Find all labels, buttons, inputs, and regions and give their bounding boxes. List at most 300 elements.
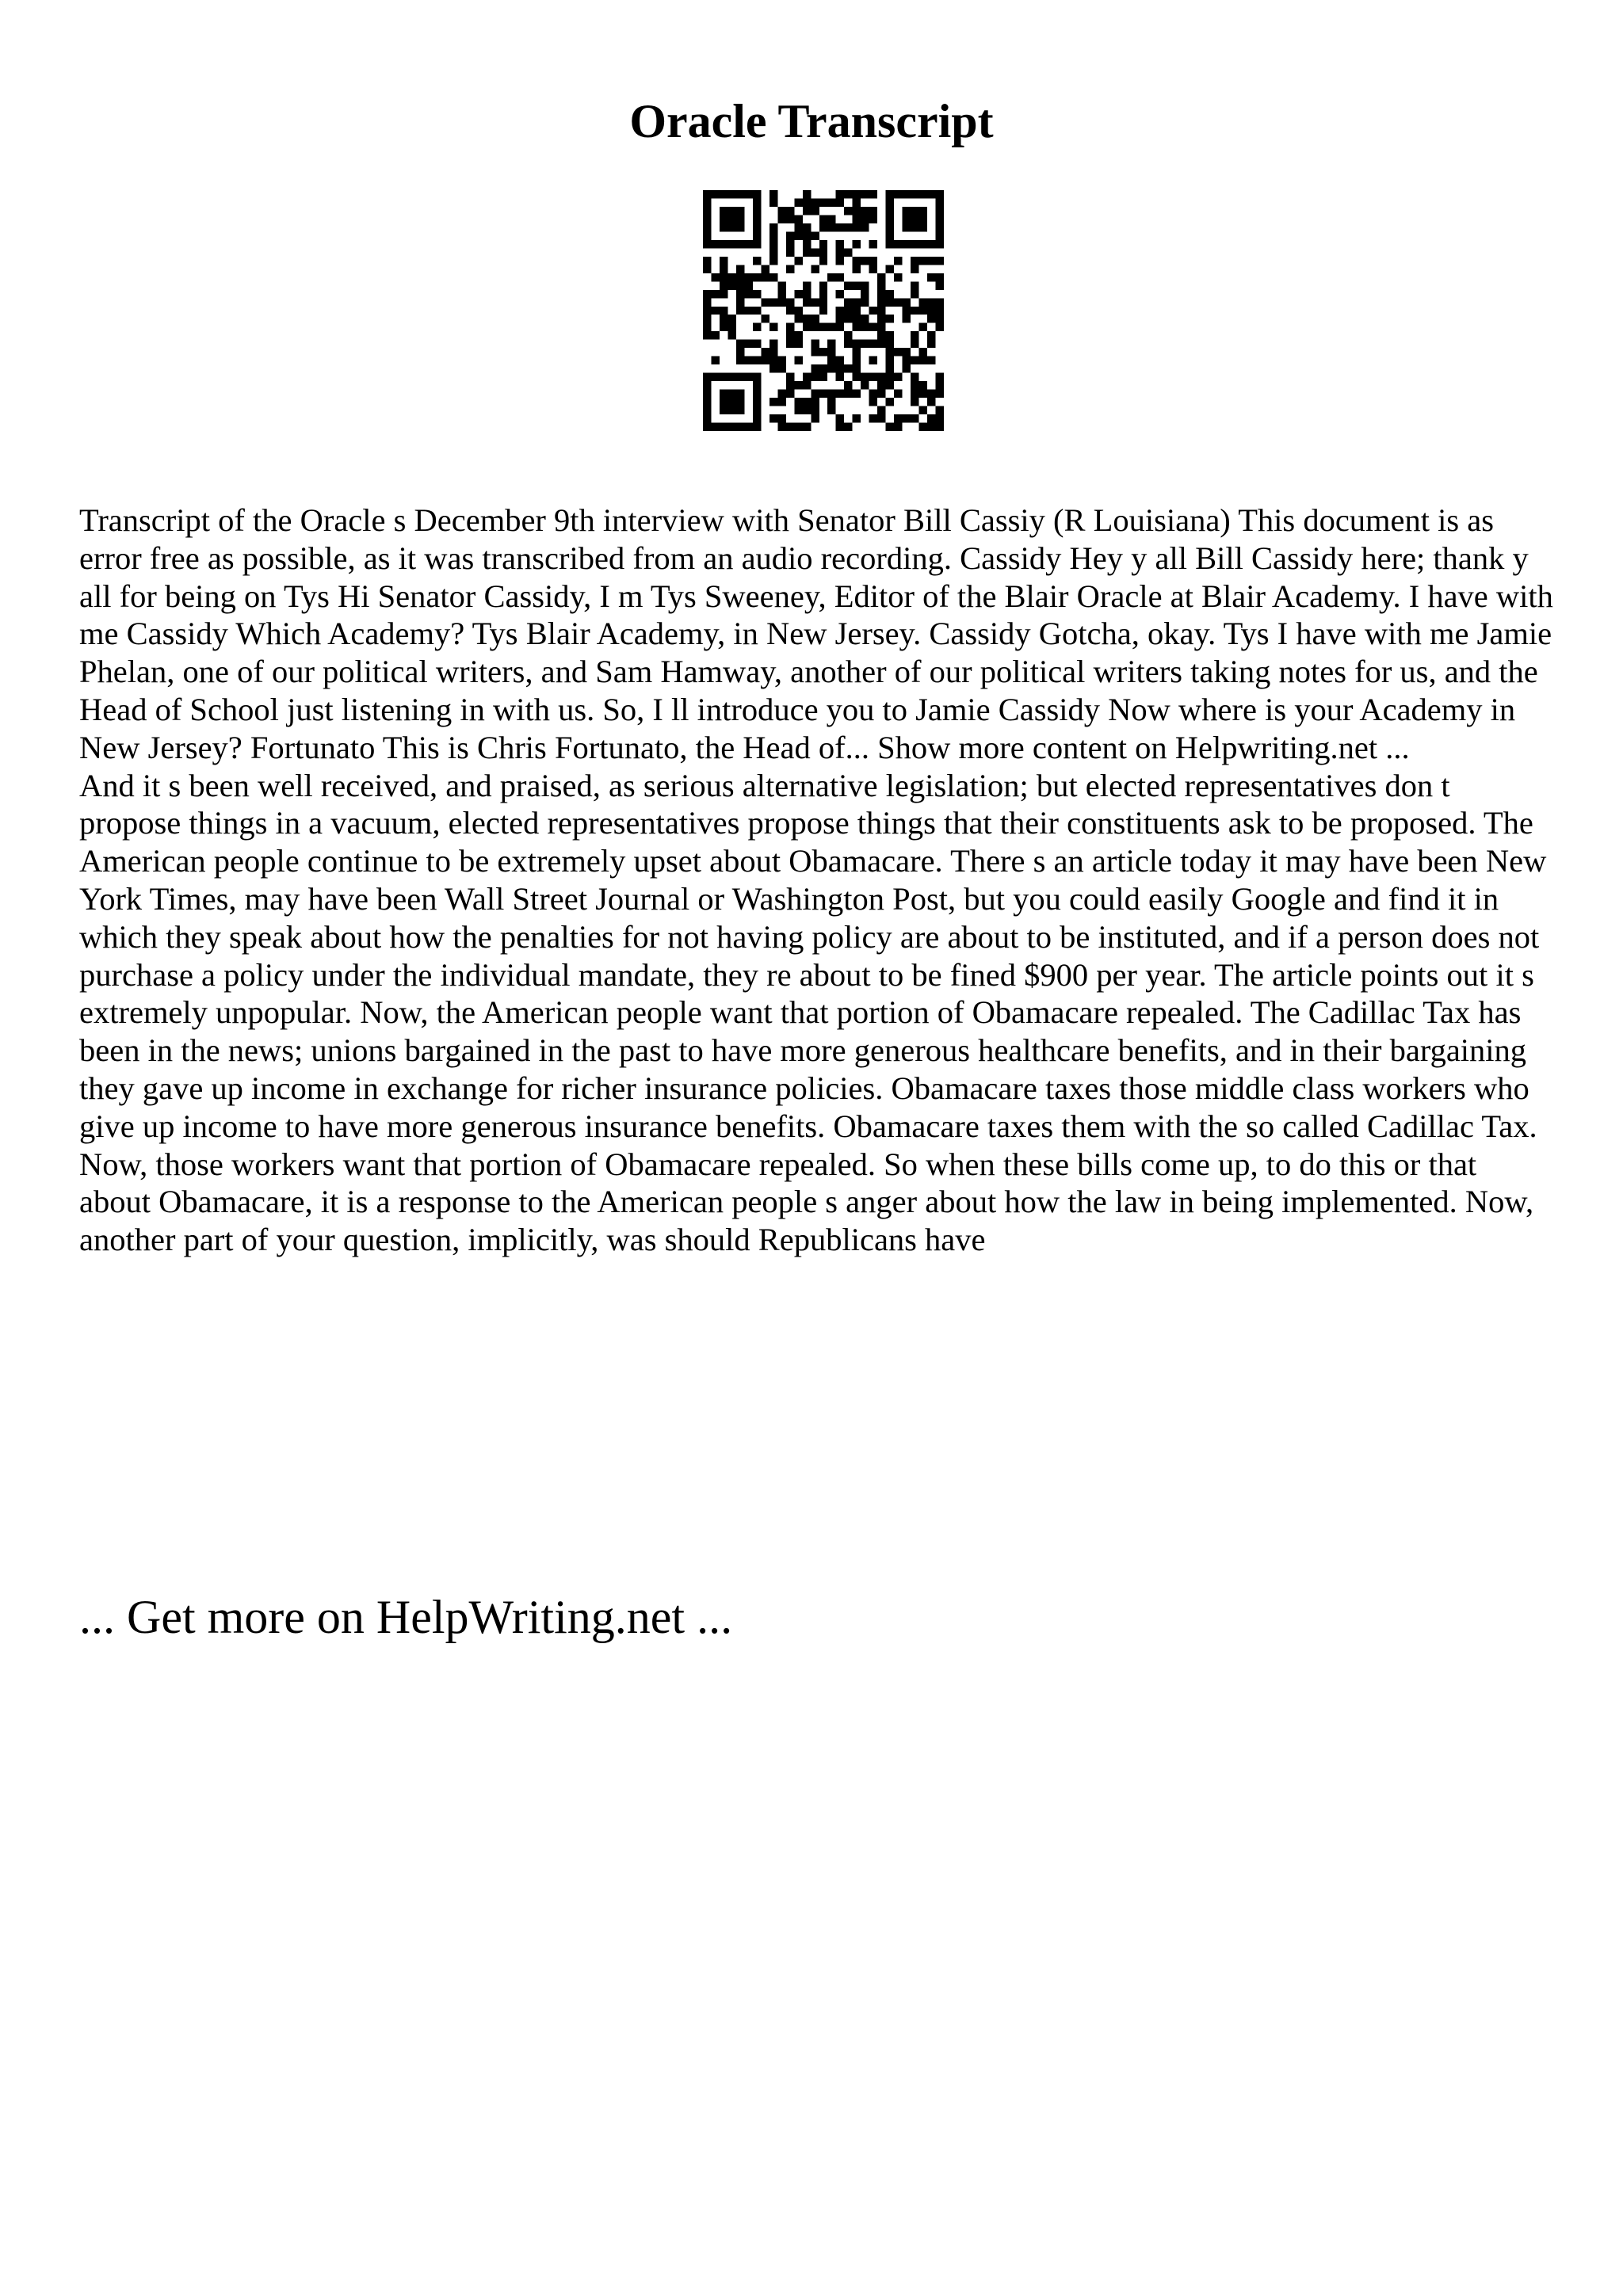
- qr-module: [703, 423, 711, 431]
- qr-module: [769, 257, 777, 265]
- qr-module: [720, 265, 727, 273]
- qr-module: [869, 190, 877, 198]
- qr-module: [927, 414, 935, 422]
- qr-module: [853, 257, 861, 265]
- qr-module: [886, 190, 894, 198]
- qr-module: [919, 348, 927, 356]
- qr-module: [919, 357, 927, 364]
- qr-module: [794, 231, 802, 239]
- qr-module: [853, 240, 861, 248]
- qr-module: [927, 390, 935, 398]
- qr-module: [811, 265, 819, 273]
- qr-module: [794, 406, 802, 414]
- qr-module: [753, 290, 761, 298]
- qr-module: [836, 223, 844, 231]
- qr-module: [786, 340, 794, 348]
- qr-module: [803, 281, 811, 289]
- qr-module: [836, 357, 844, 364]
- qr-module: [853, 207, 861, 215]
- qr-module: [869, 207, 877, 215]
- qr-module: [819, 298, 827, 306]
- qr-module: [711, 290, 719, 298]
- transcript-paragraph-1: Transcript of the Oracle s December 9th interview with Senator Bill Cassiy (R Louisiana) This document is as error free as possible, as it was transcribed from an audio recording. Cassidy Hey y all Bill Cassidy here; thank y all for being on Tys Hi Senator Cassidy, I m Tys Sweeney, Editor of the Blair Oracle at Blair Academy. I have with me Cassidy Which Academy? Tys Blair Academy, in New Jersey. Cassidy Gotcha, okay. Tys I have with me Jamie Phelan, one of our political writers, and Sam Hamway, another of our political writers taking notes for us, and the Head of School just listening in with us. So, I ll introduce you to Jamie Cassidy Now where is your Academy in New Jersey? Fortunato This is Chris Fortunato, the Head of... Show more content on Helpwriting.net ...: [79, 502, 1553, 765]
- qr-module: [794, 340, 802, 348]
- qr-module: [877, 373, 885, 381]
- qr-module: [736, 348, 744, 356]
- qr-module: [769, 198, 777, 206]
- qr-module: [753, 273, 761, 281]
- qr-module: [861, 290, 869, 298]
- qr-module: [911, 331, 918, 339]
- qr-module: [777, 290, 785, 298]
- qr-module: [886, 215, 894, 223]
- qr-module: [886, 315, 894, 322]
- qr-module: [769, 231, 777, 239]
- qr-module: [736, 190, 744, 198]
- qr-module: [786, 381, 794, 389]
- qr-module: [819, 290, 827, 298]
- qr-module: [936, 281, 944, 289]
- qr-module: [803, 240, 811, 248]
- qr-module: [836, 423, 844, 431]
- qr-module: [903, 357, 911, 364]
- qr-module: [919, 190, 927, 198]
- qr-module: [703, 190, 711, 198]
- qr-module: [886, 207, 894, 215]
- qr-module: [927, 273, 935, 281]
- qr-module: [911, 240, 918, 248]
- qr-module: [736, 307, 744, 315]
- qr-module: [877, 390, 885, 398]
- qr-module: [903, 307, 911, 315]
- qr-module: [911, 290, 918, 298]
- qr-module: [911, 190, 918, 198]
- qr-module: [927, 298, 935, 306]
- qr-module: [794, 315, 802, 322]
- qr-module: [720, 215, 727, 223]
- qr-module: [703, 257, 711, 265]
- qr-module: [927, 307, 935, 315]
- qr-module: [927, 357, 935, 364]
- qr-module: [777, 414, 785, 422]
- qr-module: [853, 357, 861, 364]
- qr-module: [803, 323, 811, 331]
- qr-module: [786, 240, 794, 248]
- qr-module: [761, 348, 769, 356]
- qr-module: [777, 423, 785, 431]
- qr-module: [919, 381, 927, 389]
- qr-module: [744, 357, 752, 364]
- qr-module: [869, 307, 877, 315]
- qr-module: [803, 373, 811, 381]
- qr-module: [753, 257, 761, 265]
- qr-module: [853, 414, 861, 422]
- qr-module: [861, 298, 869, 306]
- qr-module: [727, 240, 735, 248]
- qr-module: [720, 423, 727, 431]
- qr-module: [886, 381, 894, 389]
- qr-module: [877, 323, 885, 331]
- qr-module: [877, 414, 885, 422]
- qr-module: [844, 315, 852, 322]
- qr-module: [803, 298, 811, 306]
- qr-module: [736, 423, 744, 431]
- qr-module: [869, 340, 877, 348]
- qr-module: [727, 223, 735, 231]
- qr-module: [736, 340, 744, 348]
- qr-module: [936, 307, 944, 315]
- qr-module: [936, 231, 944, 239]
- qr-module: [886, 348, 894, 356]
- qr-module: [727, 273, 735, 281]
- qr-module: [736, 273, 744, 281]
- qr-module: [727, 390, 735, 398]
- qr-module: [836, 390, 844, 398]
- qr-module: [794, 198, 802, 206]
- qr-module: [861, 223, 869, 231]
- qr-module: [819, 240, 827, 248]
- qr-module: [819, 323, 827, 331]
- qr-module: [703, 373, 711, 381]
- qr-module: [886, 240, 894, 248]
- qr-module: [736, 298, 744, 306]
- qr-module: [819, 257, 827, 265]
- qr-module: [703, 215, 711, 223]
- qr-module: [919, 390, 927, 398]
- qr-module: [886, 357, 894, 364]
- qr-module: [736, 207, 744, 215]
- qr-module: [894, 240, 902, 248]
- qr-module: [811, 340, 819, 348]
- qr-module: [794, 357, 802, 364]
- qr-module: [703, 323, 711, 331]
- qr-module: [794, 381, 802, 389]
- qr-module: [711, 273, 719, 281]
- qr-module: [936, 414, 944, 422]
- qr-module: [927, 315, 935, 322]
- qr-module: [827, 323, 835, 331]
- qr-module: [911, 414, 918, 422]
- qr-module: [794, 290, 802, 298]
- qr-module: [886, 364, 894, 372]
- qr-module: [911, 381, 918, 389]
- qr-module: [720, 315, 727, 322]
- qr-module: [803, 207, 811, 215]
- qr-module: [853, 307, 861, 315]
- qr-module: [769, 323, 777, 331]
- qr-module: [877, 307, 885, 315]
- qr-module: [861, 190, 869, 198]
- qr-module: [703, 207, 711, 215]
- qr-module: [811, 248, 819, 256]
- qr-module: [703, 290, 711, 298]
- qr-module: [720, 223, 727, 231]
- qr-module: [736, 373, 744, 381]
- qr-module: [761, 265, 769, 273]
- qr-module: [861, 257, 869, 265]
- qr-module: [819, 390, 827, 398]
- qr-module: [803, 198, 811, 206]
- qr-module: [836, 323, 844, 331]
- qr-module: [869, 323, 877, 331]
- qr-module: [869, 373, 877, 381]
- qr-module: [761, 273, 769, 281]
- qr-module: [811, 198, 819, 206]
- qr-module: [919, 406, 927, 414]
- qr-module: [827, 406, 835, 414]
- qr-module: [911, 357, 918, 364]
- qr-module: [711, 190, 719, 198]
- qr-module: [753, 323, 761, 331]
- qr-module: [811, 323, 819, 331]
- qr-module: [861, 340, 869, 348]
- qr-module: [844, 331, 852, 339]
- qr-module: [886, 231, 894, 239]
- qr-module: [736, 406, 744, 414]
- qr-module: [811, 406, 819, 414]
- qr-module: [720, 390, 727, 398]
- qr-module: [836, 240, 844, 248]
- qr-module: [844, 248, 852, 256]
- qr-module: [903, 364, 911, 372]
- qr-module: [803, 248, 811, 256]
- qr-module: [794, 423, 802, 431]
- qr-module: [927, 190, 935, 198]
- qr-module: [853, 281, 861, 289]
- qr-module: [811, 298, 819, 306]
- qr-module: [869, 357, 877, 364]
- qr-module: [894, 423, 902, 431]
- qr-module: [911, 215, 918, 223]
- qr-module: [786, 265, 794, 273]
- qr-module: [720, 281, 727, 289]
- qr-module: [736, 215, 744, 223]
- qr-module: [836, 257, 844, 265]
- qr-module: [744, 273, 752, 281]
- qr-module: [786, 423, 794, 431]
- qr-module: [869, 240, 877, 248]
- qr-module: [927, 257, 935, 265]
- qr-module: [894, 257, 902, 265]
- qr-module: [703, 381, 711, 389]
- qr-module: [777, 215, 785, 223]
- qr-module: [727, 423, 735, 431]
- qr-module: [711, 240, 719, 248]
- qr-module: [753, 198, 761, 206]
- qr-module: [869, 414, 877, 422]
- qr-module: [769, 223, 777, 231]
- qr-module: [919, 307, 927, 315]
- qr-module: [911, 281, 918, 289]
- qr-module: [711, 423, 719, 431]
- qr-module: [811, 414, 819, 422]
- qr-module: [777, 298, 785, 306]
- qr-module: [727, 315, 735, 322]
- qr-module: [903, 223, 911, 231]
- qr-module: [836, 273, 844, 281]
- qr-module: [803, 290, 811, 298]
- qr-module: [836, 315, 844, 322]
- qr-module: [811, 231, 819, 239]
- transcript-paragraph-2: And it s been well received, and praised, as serious alternative legislation; but elected representatives don t propose things in a vacuum, elected representatives propose things that their constituents ask to be proposed. The American people continue to be extremely upset about Obamacare. There s an article today it may have been New York Times, may have been Wall Street Journal or Washington Post, but you could easily Google and find it in which they speak about how the penalties for not having policy are about to be instituted, and if a person does not purchase a policy under the individual mandate, they re about to be fined $900 per year. The article points out it s extremely unpopular. Now, the American people want that portion of Obamacare repealed. The Cadillac Tax has been in the news; unions bargained in the past to have more generous healthcare benefits, and in their bargaining they gave up income in exchange for richer insurance policies. Obamacare taxes those middle class workers who give up income to have more generous insurance benefits. Obamacare taxes them with the so called Cadillac Tax. Now, those workers want that portion of Obamacare repealed. So when these bills come up, to do this or that about Obamacare, it is a response to the American people s anger about how the law in being implemented. Now, another part of your question, implicitly, was should Republicans have: [79, 767, 1547, 1258]
- qr-module: [853, 198, 861, 206]
- qr-module: [877, 406, 885, 414]
- qr-module: [803, 381, 811, 389]
- qr-module: [919, 223, 927, 231]
- qr-module: [720, 190, 727, 198]
- qr-module: [720, 290, 727, 298]
- qr-module: [769, 414, 777, 422]
- qr-module: [936, 190, 944, 198]
- qr-module: [936, 390, 944, 398]
- qr-module: [903, 240, 911, 248]
- qr-module: [794, 331, 802, 339]
- qr-module: [886, 373, 894, 381]
- qr-module: [794, 215, 802, 223]
- qr-module: [703, 315, 711, 322]
- qr-module: [794, 257, 802, 265]
- qr-module: [869, 390, 877, 398]
- qr-module: [936, 273, 944, 281]
- get-more-link[interactable]: ... Get more on HelpWriting.net ...: [79, 1591, 733, 1643]
- qr-module: [803, 315, 811, 322]
- qr-module: [777, 357, 785, 364]
- qr-module: [911, 398, 918, 406]
- qr-module: [911, 390, 918, 398]
- qr-module: [744, 373, 752, 381]
- qr-module: [903, 315, 911, 322]
- qr-module: [786, 231, 794, 239]
- qr-module: [903, 207, 911, 215]
- qr-module: [886, 398, 894, 406]
- qr-module: [720, 398, 727, 406]
- qr-module: [877, 315, 885, 322]
- qr-module: [886, 198, 894, 206]
- qr-module: [936, 323, 944, 331]
- qr-module: [903, 414, 911, 422]
- qr-module: [911, 257, 918, 265]
- qr-module: [844, 390, 852, 398]
- qr-module: [819, 223, 827, 231]
- qr-module: [803, 223, 811, 231]
- qr-module: [703, 231, 711, 239]
- qr-module: [777, 207, 785, 215]
- qr-module: [736, 265, 744, 273]
- qr-module: [703, 414, 711, 422]
- qr-module: [819, 215, 827, 223]
- qr-module: [936, 198, 944, 206]
- qr-module: [753, 357, 761, 364]
- qr-module: [720, 240, 727, 248]
- qr-module: [811, 348, 819, 356]
- qr-module: [819, 281, 827, 289]
- qr-module: [720, 207, 727, 215]
- qr-module: [861, 373, 869, 381]
- qr-module: [777, 364, 785, 372]
- qr-module: [727, 215, 735, 223]
- qr-module: [769, 298, 777, 306]
- qr-module: [819, 364, 827, 372]
- qr-module: [894, 298, 902, 306]
- qr-module: [753, 390, 761, 398]
- qr-module: [853, 298, 861, 306]
- qr-module: [811, 207, 819, 215]
- qr-module: [703, 406, 711, 414]
- qr-module: [844, 190, 852, 198]
- qr-module: [919, 423, 927, 431]
- qr-module: [769, 398, 777, 406]
- qr-module: [827, 215, 835, 223]
- qr-module: [703, 307, 711, 315]
- qr-module: [844, 223, 852, 231]
- qr-module: [794, 307, 802, 315]
- qr-module: [919, 323, 927, 331]
- qr-module: [769, 190, 777, 198]
- qr-module: [803, 190, 811, 198]
- qr-module: [819, 373, 827, 381]
- qr-module: [727, 331, 735, 339]
- qr-module: [919, 215, 927, 223]
- qr-module: [827, 273, 835, 281]
- qr-module: [877, 381, 885, 389]
- qr-module: [811, 364, 819, 372]
- qr-module: [853, 265, 861, 273]
- qr-module: [786, 390, 794, 398]
- qr-module: [727, 190, 735, 198]
- qr-module: [903, 215, 911, 223]
- qr-module: [819, 198, 827, 206]
- qr-module: [861, 315, 869, 322]
- qr-module: [811, 390, 819, 398]
- qr-module: [786, 207, 794, 215]
- qr-module: [886, 340, 894, 348]
- qr-module: [753, 414, 761, 422]
- qr-module: [753, 340, 761, 348]
- qr-module: [844, 207, 852, 215]
- qr-module: [894, 390, 902, 398]
- qr-module: [720, 307, 727, 315]
- qr-module: [777, 281, 785, 289]
- qr-module: [803, 406, 811, 414]
- qr-module: [711, 307, 719, 315]
- qr-module: [769, 364, 777, 372]
- qr-module: [753, 423, 761, 431]
- qr-module: [827, 223, 835, 231]
- qr-module: [877, 281, 885, 289]
- qr-module: [886, 290, 894, 298]
- qr-module: [919, 240, 927, 248]
- qr-module: [769, 273, 777, 281]
- qr-module: [936, 240, 944, 248]
- qr-module: [777, 398, 785, 406]
- transcript-body: [79, 502, 1553, 1259]
- qr-module: [827, 390, 835, 398]
- qr-module: [827, 198, 835, 206]
- qr-module: [761, 298, 769, 306]
- qr-module: [727, 406, 735, 414]
- qr-module: [877, 273, 885, 281]
- qr-module: [903, 190, 911, 198]
- qr-module: [927, 340, 935, 348]
- qr-module: [727, 323, 735, 331]
- qr-module: [903, 298, 911, 306]
- qr-module: [753, 373, 761, 381]
- qr-module: [786, 323, 794, 331]
- qr-module: [727, 281, 735, 289]
- qr-module: [894, 414, 902, 422]
- qr-module: [736, 240, 744, 248]
- qr-module: [936, 315, 944, 322]
